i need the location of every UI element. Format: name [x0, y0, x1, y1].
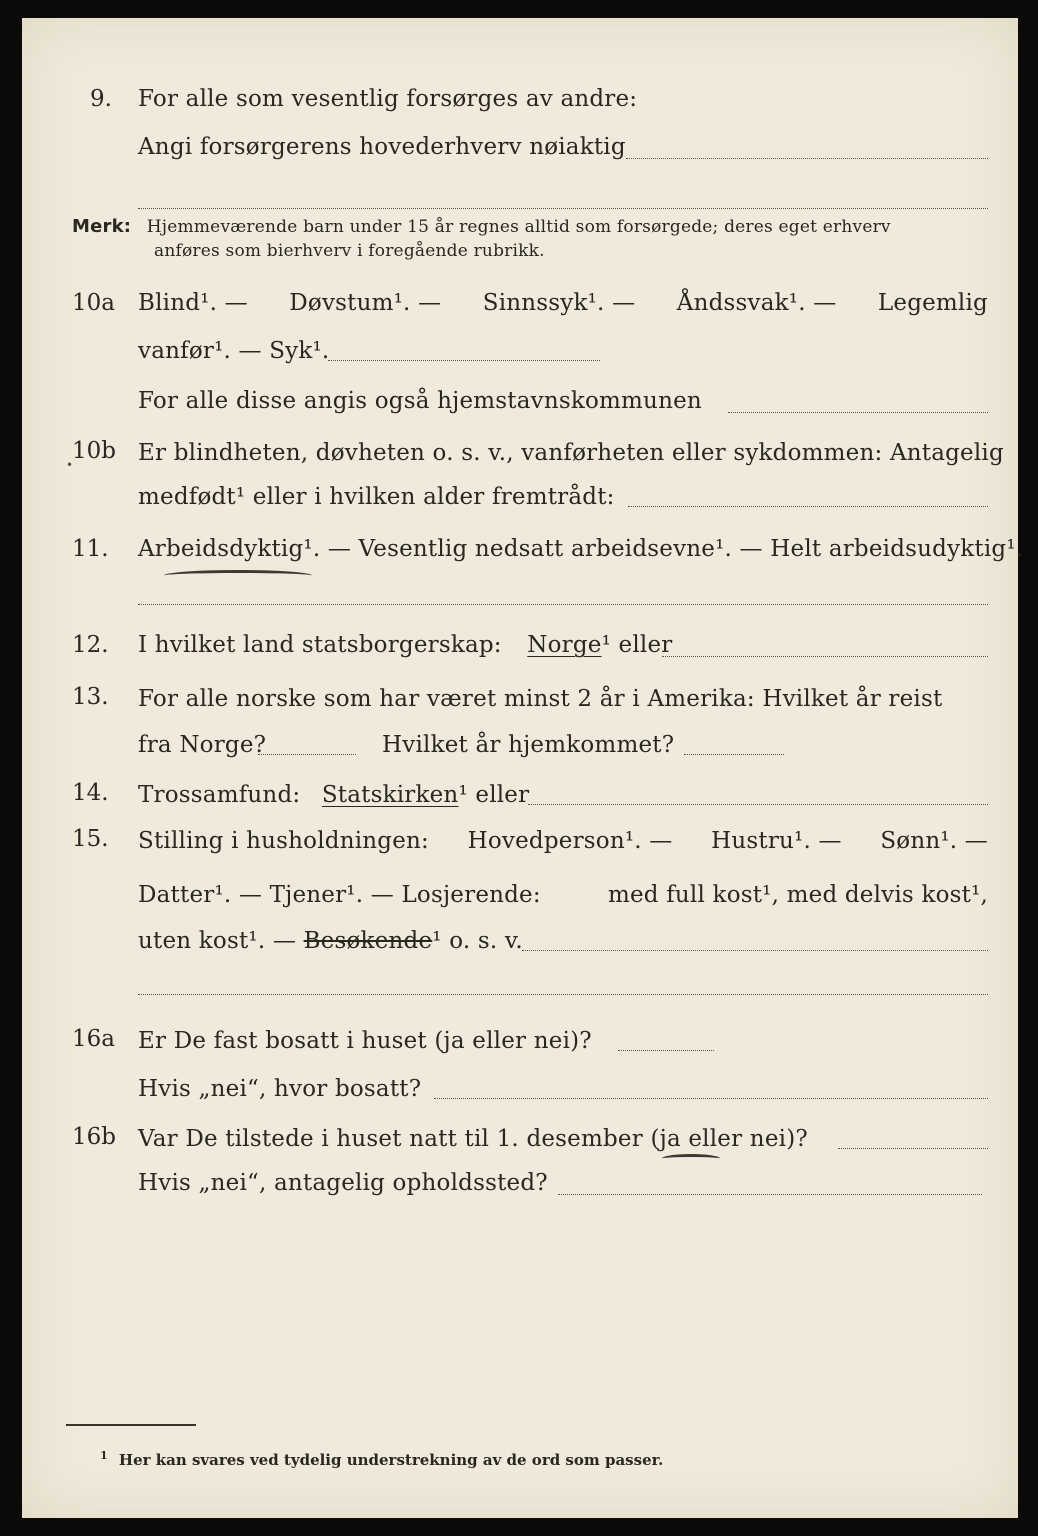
- q9-number: 9.: [90, 86, 112, 112]
- q13-line1: For alle norske som har været minst 2 år i Amerika: Hvilket år reist: [138, 686, 943, 712]
- q10a-answer-line[interactable]: [328, 360, 600, 361]
- q10b-number: 10b: [72, 438, 116, 464]
- census-form-page: [22, 18, 1024, 1518]
- q14-answer: Statskirken: [321, 782, 459, 808]
- q14-answer-line[interactable]: [528, 804, 988, 805]
- q15-opt-hovedperson: Hovedperson¹. —: [467, 828, 673, 854]
- q16b-number: 16b: [72, 1124, 116, 1150]
- q16b-line1: Var De tilstede i huset natt til 1. desember (ja eller nei)?: [138, 1126, 808, 1152]
- q9-answer-line[interactable]: [626, 158, 988, 159]
- q13-line2a: fra Norge?: [138, 732, 267, 758]
- q10b-line2: medfødt¹ eller i hvilken alder fremtrådt:: [138, 484, 615, 510]
- q13-hjemkommet-line[interactable]: [684, 754, 784, 755]
- q10a-line3: For alle disse angis også hjemstavnskommunen: [138, 388, 702, 414]
- q15-label: Stilling i husholdningen:: [138, 828, 429, 854]
- q16b-opholdssted-line[interactable]: [558, 1194, 982, 1195]
- q16a-answer-line[interactable]: [618, 1050, 714, 1051]
- q13-line2b: Hvilket år hjemkommet?: [382, 732, 675, 758]
- merk-line2: anføres som bierhverv i foregående rubrikk.: [154, 241, 545, 261]
- q15-opt-hustru: Hustru¹. —: [711, 828, 842, 854]
- q15-opt-sonn: Sønn¹. —: [880, 828, 988, 854]
- q16a-line2: Hvis „nei“, hvor bosatt?: [138, 1076, 422, 1102]
- q15-answer-line[interactable]: [522, 950, 988, 951]
- q9-answer-line-2[interactable]: [138, 208, 988, 209]
- q14-number: 14.: [72, 780, 109, 806]
- q11-opt-arbeidsdyktig: Arbeidsdyktig: [138, 536, 304, 562]
- q10a-line1: [138, 288, 988, 318]
- q10a-opt-blind: Blind¹. —: [138, 290, 248, 316]
- ink-speck: •: [66, 458, 74, 472]
- q15-number: 15.: [72, 826, 109, 852]
- q14-line: [138, 780, 529, 810]
- q15-opt-uten-kost: uten kost¹. —: [138, 928, 297, 954]
- q16b-answer-line[interactable]: [838, 1148, 988, 1149]
- q15-line3: [138, 926, 523, 956]
- handwritten-underline-ja: [662, 1154, 720, 1163]
- q15-answer-line-2[interactable]: [138, 994, 988, 995]
- q16b-line2: Hvis „nei“, antagelig opholdssted?: [138, 1170, 548, 1196]
- footnote: [100, 1446, 663, 1470]
- q16a-bosatt-line[interactable]: [434, 1098, 988, 1099]
- q10a-hjemstavn-line[interactable]: [728, 412, 988, 413]
- q12-line: [138, 630, 672, 660]
- q14-suffix: ¹ eller: [458, 782, 530, 808]
- q12-suffix: ¹ eller: [601, 632, 673, 658]
- q10b-answer-line[interactable]: [628, 506, 988, 507]
- q9-line2: Angi forsørgerens hovederhverv nøiaktig: [138, 134, 626, 160]
- q13-number: 13.: [72, 684, 109, 710]
- q15-opt-kost: med full kost¹, med delvis kost¹,: [607, 882, 988, 908]
- footnote-text: Her kan svares ved tydelig understrekning av de ord som passer.: [118, 1451, 664, 1469]
- q11-number: 11.: [72, 536, 109, 562]
- q11-line: [138, 534, 1023, 564]
- q12-prefix: I hvilket land statsborgerskap:: [138, 632, 502, 658]
- merk-note: [72, 216, 891, 238]
- q12-number: 12.: [72, 632, 109, 658]
- q11-answer-line[interactable]: [138, 604, 988, 605]
- q10a-opt-dovstum: Døvstum¹. —: [289, 290, 442, 316]
- q10b-line1: Er blindheten, døvheten o. s. v., vanførheten eller sykdommen: Antagelig: [138, 440, 1004, 466]
- merk-label: Merk:: [72, 216, 132, 237]
- q10a-opt-legemlig: Legemlig: [877, 290, 988, 316]
- q16a-number: 16a: [72, 1026, 115, 1052]
- q10a-opt-sinnssyk: Sinnssyk¹. —: [482, 290, 636, 316]
- q10a-line2: vanfør¹. — Syk¹.: [138, 338, 330, 364]
- q15-line3-suffix: ¹ o. s. v.: [432, 928, 523, 954]
- handwritten-underline-arbeidsdyktig: [164, 570, 312, 581]
- footnote-mark: 1: [100, 1449, 108, 1462]
- q15-line2: [138, 880, 988, 910]
- q15-opt-besokende: Besøkende: [303, 928, 433, 954]
- q10a-opt-andssvak: Åndssvak¹. —: [676, 290, 837, 316]
- q10a-number: 10a: [72, 290, 115, 316]
- q13-reist-line[interactable]: [258, 754, 356, 755]
- q15-opt-datter-tjener-losjerende: Datter¹. — Tjener¹. — Losjerende:: [138, 882, 541, 908]
- merk-line1: Hjemmeværende barn under 15 år regnes alltid som forsørgede; deres eget erhverv: [146, 217, 891, 237]
- q12-answer: Norge: [527, 632, 602, 658]
- q14-prefix: Trossamfund:: [138, 782, 301, 808]
- q15-line1: [138, 826, 988, 856]
- q16a-line1: Er De fast bosatt i huset (ja eller nei)?: [138, 1028, 592, 1054]
- footnote-rule: [66, 1424, 196, 1426]
- q9-line1: For alle som vesentlig forsørges av andre:: [138, 86, 638, 112]
- q12-answer-line[interactable]: [662, 656, 988, 657]
- q11-options-rest: ¹. — Vesentlig nedsatt arbeidsevne¹. — Helt arbeidsudyktig¹.: [303, 536, 1024, 562]
